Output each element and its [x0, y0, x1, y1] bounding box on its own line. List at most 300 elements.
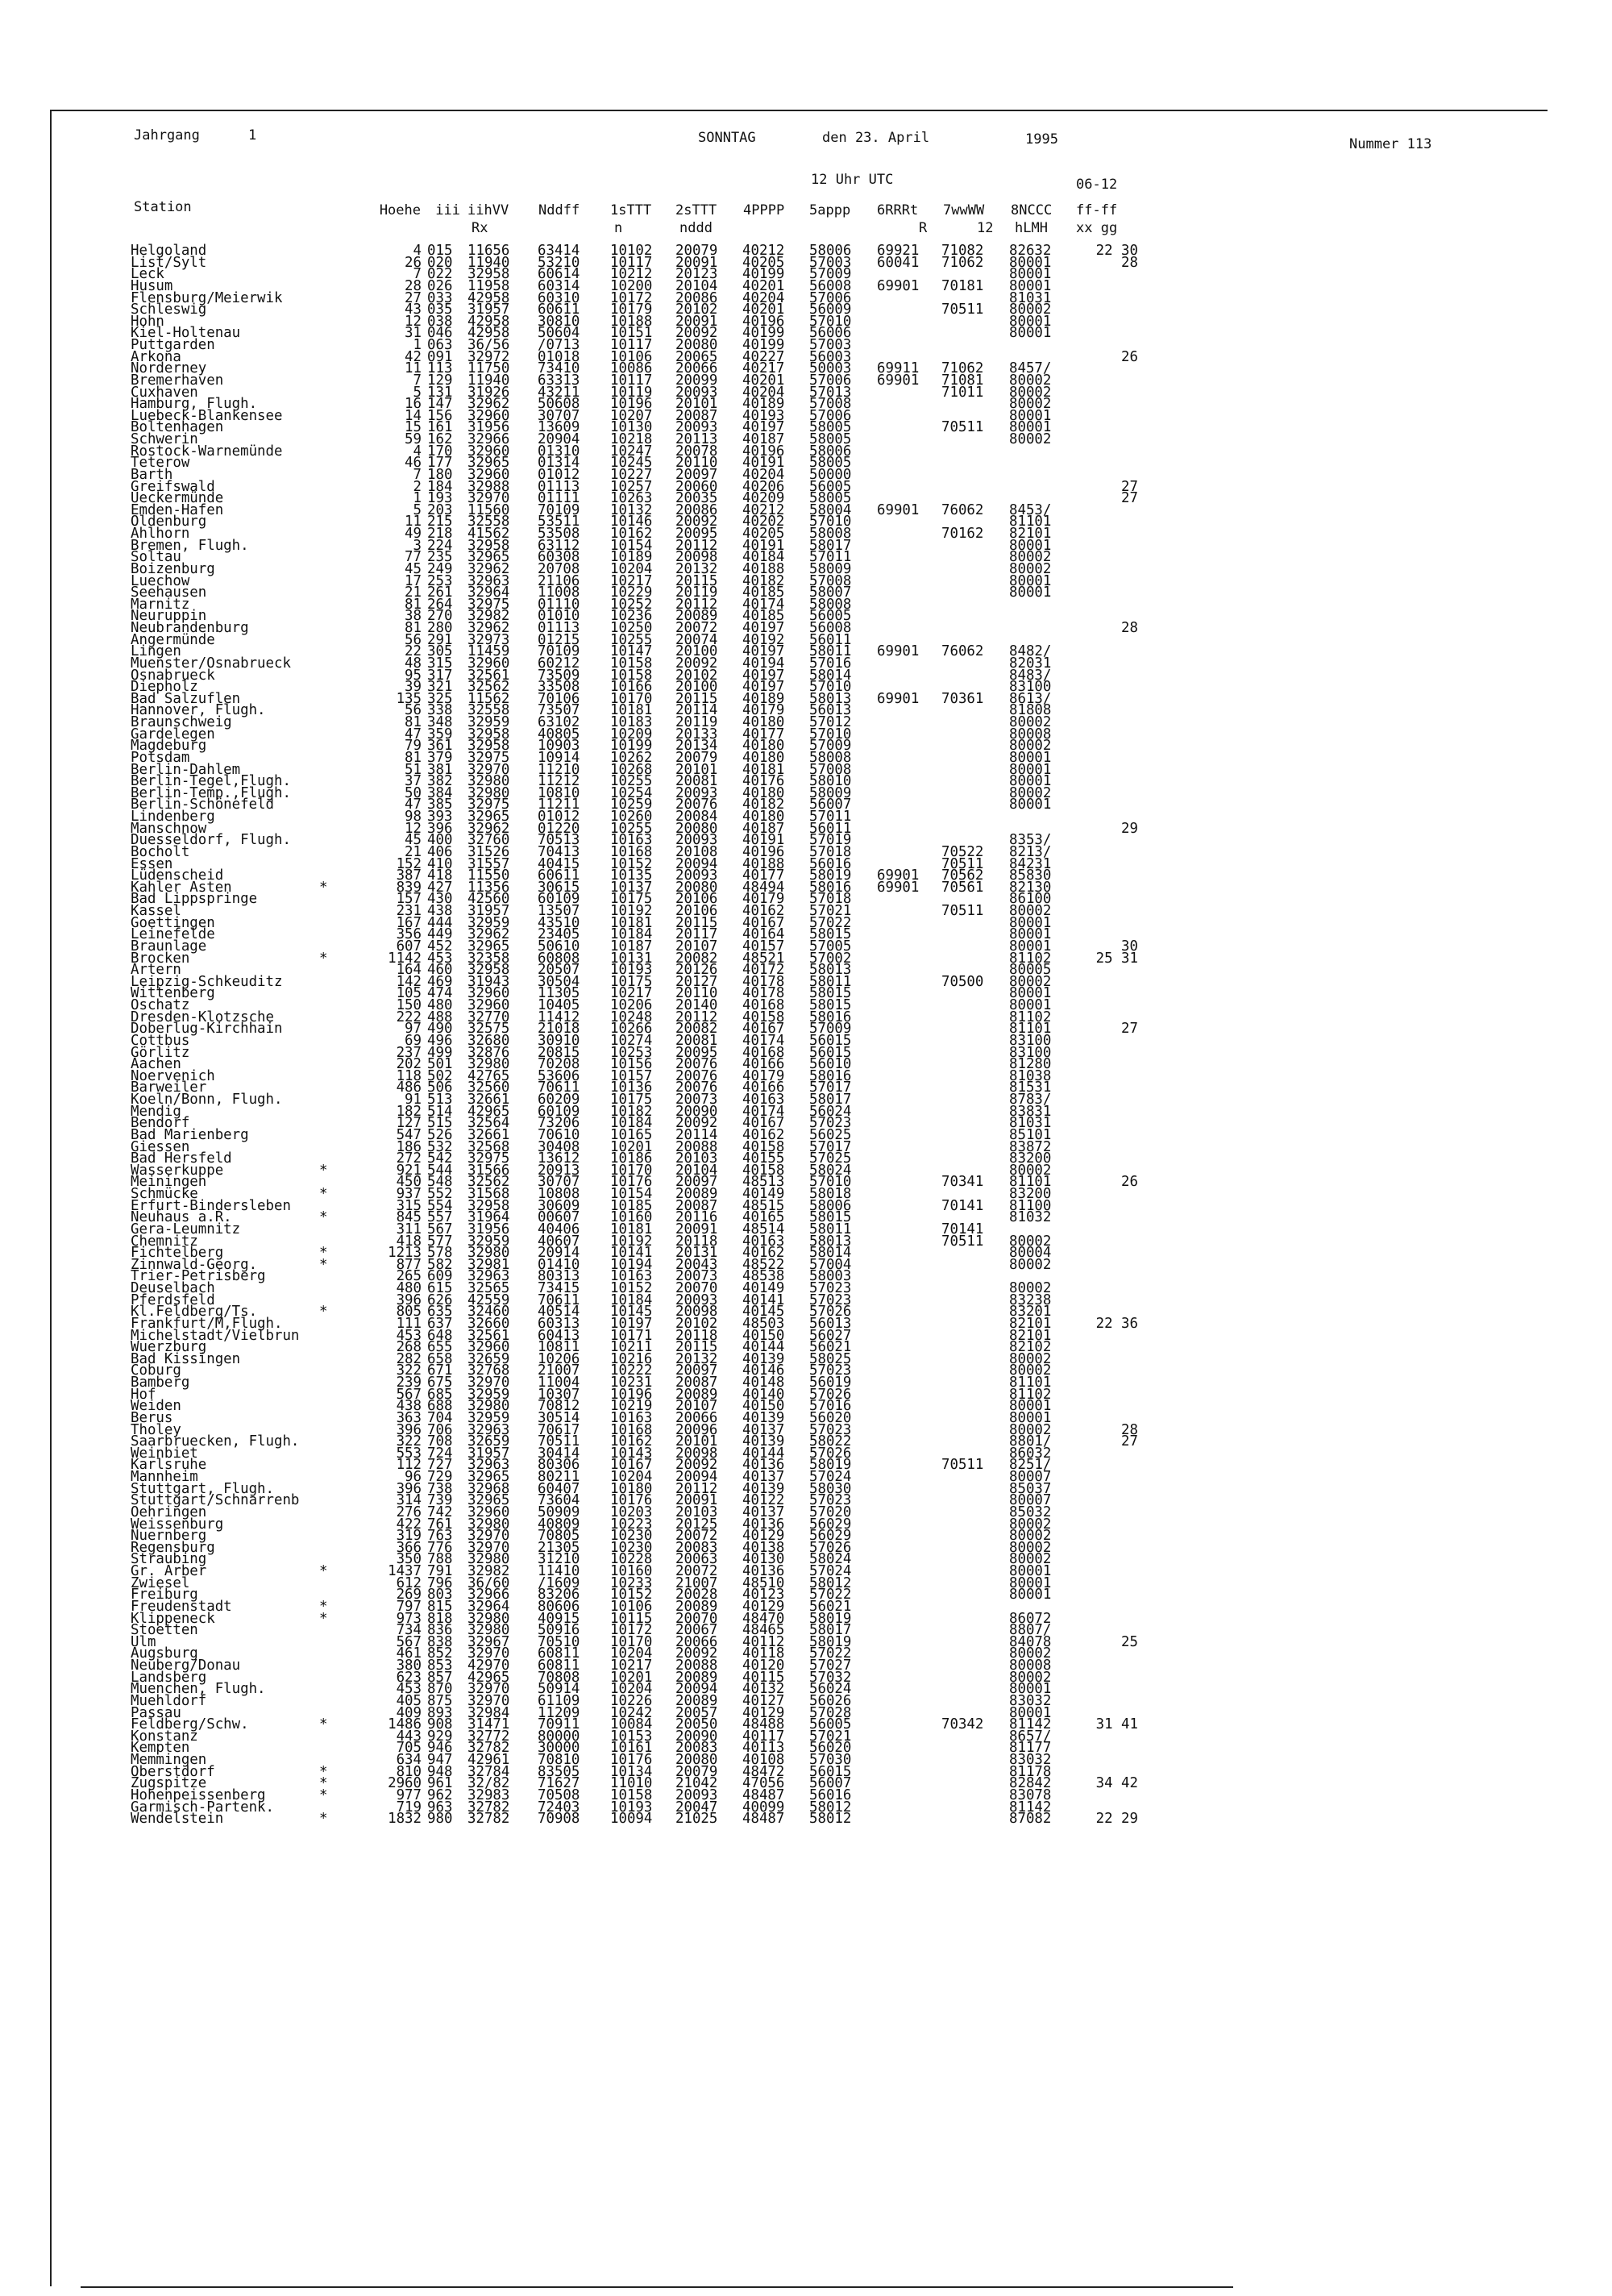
- ff-value: [1074, 1271, 1138, 1283]
- 1sttt-value: 10216: [610, 1350, 653, 1367]
- nddff-value: 73206: [538, 1115, 580, 1132]
- iihvv-value: 32959: [467, 1386, 510, 1403]
- nddff-value: 30609: [538, 1197, 580, 1214]
- iii-value: 396: [427, 820, 453, 837]
- 2sttt-value: 20119: [675, 584, 718, 601]
- 2sttt-value: 20076: [675, 1079, 718, 1096]
- 2sttt-value: 20076: [675, 797, 718, 813]
- 6rrrt-value: [877, 1389, 941, 1401]
- iii-value: 724: [427, 1445, 453, 1462]
- 5appp-value: 58006: [809, 1197, 852, 1214]
- 4pppp-value: 40162: [742, 903, 785, 919]
- iihvv-value: 11560: [467, 501, 510, 518]
- ff-value: 27: [1121, 1433, 1138, 1450]
- 7wwww-value: [941, 1035, 1006, 1047]
- 7wwww-value: [941, 1330, 1006, 1342]
- 5appp-value: 56024: [809, 1681, 852, 1698]
- 4pppp-value: 40127: [742, 1692, 785, 1709]
- 1sttt-value: 10115: [610, 1610, 653, 1627]
- 7wwww-value: [941, 1554, 1006, 1566]
- mountain-mark: [319, 564, 330, 576]
- 4pppp-value: 40136: [742, 1516, 785, 1533]
- 7wwww-value: [941, 1400, 1006, 1412]
- 6rrrt-value: [877, 1106, 941, 1118]
- 8nccc-value: 80002: [1009, 1551, 1052, 1568]
- mountain-mark: [319, 1400, 330, 1412]
- 7wwww-value: [941, 752, 1006, 764]
- 4pppp-value: 40187: [742, 431, 785, 447]
- nddff-value: 70611: [538, 1292, 580, 1308]
- 6rrrt-value: [877, 1165, 941, 1177]
- ff-value: [1074, 422, 1138, 434]
- 1sttt-value: 11010: [610, 1775, 653, 1792]
- 5appp-value: 57023: [809, 1421, 852, 1438]
- 6rrrt-value: [877, 1071, 941, 1083]
- iihvv-value: 32965: [467, 809, 510, 825]
- 7wwww-value: [941, 670, 1006, 682]
- 1sttt-value: 10171: [610, 1327, 653, 1344]
- iihvv-value: 32661: [467, 1126, 510, 1143]
- 7wwww-value: [941, 1047, 1006, 1059]
- 2sttt-value: 20057: [675, 1704, 718, 1721]
- 6rrrt-value: [877, 1023, 941, 1035]
- iii-value: 180: [427, 466, 453, 483]
- 4pppp-value: 40189: [742, 690, 785, 707]
- 1sttt-value: 10212: [610, 266, 653, 283]
- 8nccc-value: 8353/: [1009, 832, 1052, 849]
- 1sttt-value: 10132: [610, 501, 653, 518]
- 4pppp-value: 40185: [742, 608, 785, 625]
- 1sttt-value: 10184: [610, 926, 653, 943]
- mountain-mark: [319, 446, 330, 458]
- iii-value: 893: [427, 1704, 453, 1721]
- 4pppp-value: 40191: [742, 537, 785, 554]
- hoehe-value: 164: [396, 962, 422, 979]
- 4pppp-value: 40179: [742, 891, 785, 908]
- station-name: Muehldorf: [131, 1692, 207, 1709]
- 1sttt-value: 10175: [610, 891, 653, 908]
- 4pppp-value: 40196: [742, 313, 785, 330]
- 7wwww-value: 76062: [941, 643, 984, 660]
- iihvv-value: 32965: [467, 1469, 510, 1485]
- 5appp-value: 58015: [809, 926, 852, 943]
- 4pppp-value: 40141: [742, 1292, 785, 1308]
- iii-value: 552: [427, 1186, 453, 1202]
- iii-value: 359: [427, 726, 453, 742]
- 5appp-value: 58008: [809, 526, 852, 542]
- 7wwww-value: 71081: [941, 372, 984, 389]
- ff-value: 30: [1121, 938, 1138, 955]
- 1sttt-value: 10203: [610, 1504, 653, 1520]
- 5appp-value: 58019: [809, 1610, 852, 1627]
- station-name: Weiden: [131, 1398, 181, 1415]
- ff-value: [1074, 304, 1138, 316]
- 7wwww-value: [941, 1389, 1006, 1401]
- 5appp-value: 58010: [809, 773, 852, 790]
- 1sttt-value: 10266: [610, 1021, 653, 1038]
- 8nccc-value: 81038: [1009, 1067, 1052, 1084]
- 2sttt-value: 20089: [675, 1186, 718, 1202]
- 5appp-value: 56007: [809, 1775, 852, 1792]
- 5appp-value: 58024: [809, 1162, 852, 1179]
- 2sttt-value: 20093: [675, 1786, 718, 1803]
- ff-value: [1074, 457, 1138, 469]
- col-header-iii: iii: [435, 202, 460, 218]
- hoehe-value: 222: [396, 1009, 422, 1025]
- 4pppp-value: 40132: [742, 1681, 785, 1698]
- 5appp-value: 58012: [809, 1799, 852, 1816]
- hoehe-value: 77: [405, 549, 422, 566]
- mountain-mark: [319, 387, 330, 399]
- hoehe-value: 31: [405, 325, 422, 342]
- 6rrrt-value: [877, 729, 941, 741]
- 1sttt-value: 10130: [610, 419, 653, 436]
- iii-value: 857: [427, 1669, 453, 1686]
- 1sttt-value: 10176: [610, 1174, 653, 1191]
- iii-value: 235: [427, 549, 453, 566]
- iii-value: 870: [427, 1681, 453, 1698]
- 5appp-value: 56008: [809, 620, 852, 636]
- ff-value: [1074, 327, 1138, 339]
- station-name: Freudenstadt: [131, 1598, 232, 1615]
- 8nccc-value: 80007: [1009, 1492, 1052, 1509]
- iihvv-value: 42965: [467, 1669, 510, 1686]
- 1sttt-value: 10158: [610, 1786, 653, 1803]
- 5appp-value: 57013: [809, 384, 852, 401]
- nddff-value: 11211: [538, 797, 580, 813]
- 4pppp-value: 40178: [742, 973, 785, 990]
- hoehe-value: 3: [413, 537, 422, 554]
- 5appp-value: 57016: [809, 655, 852, 672]
- 8nccc-value: 80002: [1009, 1362, 1052, 1379]
- 7wwww-value: [941, 1412, 1006, 1425]
- hoehe-value: 486: [396, 1079, 422, 1096]
- nddff-value: 40607: [538, 1233, 580, 1250]
- 8nccc-value: 80001: [1009, 1398, 1052, 1415]
- station-name: Barth: [131, 466, 173, 483]
- 5appp-value: 57017: [809, 1079, 852, 1096]
- station-name: Bad Marienberg: [131, 1126, 249, 1143]
- 6rrrt-value: [877, 1129, 941, 1142]
- nddff-value: 01012: [538, 809, 580, 825]
- 8nccc-value: 80002: [1009, 431, 1052, 447]
- ff-value: [1074, 905, 1138, 917]
- 4pppp-value: 40139: [742, 1409, 785, 1426]
- ff-value: [1074, 1683, 1138, 1695]
- 5appp-value: 56027: [809, 1327, 852, 1344]
- ff-value: [1074, 1613, 1138, 1625]
- iii-value: 218: [427, 526, 453, 542]
- hoehe-value: 56: [405, 702, 422, 719]
- station-name: Lüdenscheid: [131, 867, 224, 884]
- nddff-value: 73604: [538, 1492, 580, 1509]
- 6rrrt-value: [877, 1719, 941, 1731]
- 6rrrt-value: [877, 1813, 941, 1825]
- nddff-value: 50604: [538, 325, 580, 342]
- 6rrrt-value: [877, 564, 941, 576]
- nddff-value: 60109: [538, 1103, 580, 1120]
- 2sttt-value: 20080: [675, 879, 718, 896]
- 4pppp-value: 40150: [742, 1327, 785, 1344]
- 7wwww-value: 70141: [941, 1197, 984, 1214]
- hoehe-value: 612: [396, 1574, 422, 1591]
- hoehe-value: 22: [405, 643, 422, 660]
- hoehe-value: 47: [405, 726, 422, 742]
- ff-value: [1074, 551, 1138, 564]
- column-5appp: [809, 243, 874, 1828]
- hoehe-value: 2960: [388, 1775, 422, 1792]
- 6rrrt-value: [877, 1283, 941, 1295]
- station-name: Osnabrueck: [131, 667, 215, 684]
- mountain-mark: *: [319, 1811, 328, 1828]
- ff-value: [1074, 1000, 1138, 1012]
- 5appp-value: 56006: [809, 325, 852, 342]
- 1sttt-value: 10248: [610, 1009, 653, 1025]
- 2sttt-value: 20066: [675, 1633, 718, 1650]
- 8nccc-value: 80002: [1009, 714, 1052, 730]
- nddff-value: 30514: [538, 1409, 580, 1426]
- 2sttt-value: 20100: [675, 643, 718, 660]
- hoehe-value: 4: [413, 443, 422, 460]
- ff-value: [1074, 1341, 1138, 1354]
- 1sttt-value: 10168: [610, 843, 653, 860]
- 2sttt-value: 20127: [675, 973, 718, 990]
- nddff-value: 50916: [538, 1622, 580, 1639]
- iihvv-value: 32958: [467, 537, 510, 554]
- 7wwww-value: [941, 764, 1006, 776]
- 7wwww-value: [941, 1436, 1006, 1448]
- hoehe-value: 438: [396, 1398, 422, 1415]
- station-name: Feldberg/Schw.: [131, 1716, 249, 1733]
- 5appp-value: 56021: [809, 1598, 852, 1615]
- 4pppp-value: 40205: [742, 254, 785, 271]
- mountain-mark: [319, 1094, 330, 1106]
- 4pppp-value: 40180: [742, 749, 785, 766]
- ff-value: [1074, 1400, 1138, 1412]
- mountain-mark: [319, 1318, 330, 1330]
- 5appp-value: 57032: [809, 1669, 852, 1686]
- 7wwww-value: [941, 564, 1006, 576]
- mountain-mark: [319, 516, 330, 528]
- 6rrrt-value: [877, 1495, 941, 1507]
- iihvv-value: 32966: [467, 1587, 510, 1603]
- hoehe-value: 2: [413, 478, 422, 495]
- 1sttt-value: 10146: [610, 514, 653, 530]
- iihvv-value: 32959: [467, 914, 510, 931]
- 5appp-value: 57019: [809, 832, 852, 849]
- 5appp-value: 57010: [809, 679, 852, 696]
- station-name: Bocholt: [131, 843, 190, 860]
- 7wwww-value: [941, 481, 1006, 493]
- nddff-value: 01012: [538, 466, 580, 483]
- 7wwww-value: [941, 1601, 1006, 1613]
- 2sttt-value: 20091: [675, 313, 718, 330]
- 1sttt-value: 10166: [610, 679, 653, 696]
- 7wwww-value: [941, 729, 1006, 741]
- 6rrrt-value: [877, 1318, 941, 1330]
- nddff-value: 60811: [538, 1658, 580, 1674]
- 2sttt-value: 20092: [675, 325, 718, 342]
- 8nccc-value: 80001: [1009, 419, 1052, 436]
- ff-value: [1074, 1672, 1138, 1684]
- 1sttt-value: 10207: [610, 407, 653, 424]
- nddff-value: 10808: [538, 1186, 580, 1202]
- 2sttt-value: 20115: [675, 914, 718, 931]
- nddff-value: 70510: [538, 1633, 580, 1650]
- 6rrrt-value: [877, 528, 941, 540]
- 6rrrt-value: [877, 398, 941, 410]
- 8nccc-value: 80001: [1009, 985, 1052, 1002]
- 4pppp-value: 40176: [742, 773, 785, 790]
- iihvv-value: 42560: [467, 891, 510, 908]
- 6rrrt-value: [877, 1731, 941, 1743]
- 2sttt-value: 20050: [675, 1716, 718, 1733]
- 2sttt-value: 20102: [675, 667, 718, 684]
- 8nccc-value: 81102: [1009, 950, 1052, 967]
- 7wwww-value: [941, 788, 1006, 800]
- station-name: Aachen: [131, 1056, 181, 1073]
- mountain-mark: [319, 1354, 330, 1366]
- 2sttt-value: 20099: [675, 372, 718, 389]
- station-name: Karlsruhe: [131, 1457, 207, 1474]
- station-name: Weissenburg: [131, 1516, 224, 1533]
- mountain-mark: [319, 1648, 330, 1660]
- iihvv-value: 32967: [467, 1633, 510, 1650]
- hoehe-value: 314: [396, 1492, 422, 1509]
- iihvv-value: 32962: [467, 926, 510, 943]
- 2sttt-value: 20072: [675, 1563, 718, 1579]
- iii-value: 038: [427, 313, 453, 330]
- hoehe-value: 453: [396, 1681, 422, 1698]
- hoehe-value: 112: [396, 1457, 422, 1474]
- station-name: Bad Lippspringe: [131, 891, 258, 908]
- column-nddff: [538, 243, 602, 1828]
- mountain-mark: [319, 576, 330, 588]
- iii-value: 658: [427, 1350, 453, 1367]
- iihvv-value: 32958: [467, 738, 510, 755]
- station-name: Oschatz: [131, 997, 190, 1013]
- 4pppp-value: 40144: [742, 1339, 785, 1356]
- 5appp-value: 56026: [809, 1692, 852, 1709]
- iihvv-value: 32962: [467, 396, 510, 413]
- hoehe-value: 705: [396, 1740, 422, 1757]
- 1sttt-value: 10102: [610, 243, 653, 259]
- hoehe-value: 105: [396, 985, 422, 1002]
- 6rrrt-value: [877, 304, 941, 316]
- ff-value: 22 29: [1095, 1811, 1138, 1828]
- mountain-mark: [319, 976, 330, 988]
- iii-value: 962: [427, 1786, 453, 1803]
- ff-value: [1074, 917, 1138, 930]
- 7wwww-value: [941, 599, 1006, 611]
- 1sttt-value: 10193: [610, 1799, 653, 1816]
- 8nccc-value: 80001: [1009, 584, 1052, 601]
- station-name: Berlin-Schönefeld: [131, 797, 274, 813]
- nddff-value: 73507: [538, 702, 580, 719]
- ff-value: [1074, 1790, 1138, 1802]
- mountain-mark: [319, 1542, 330, 1554]
- 1sttt-value: 10219: [610, 1398, 653, 1415]
- 8nccc-value: 83032: [1009, 1752, 1052, 1768]
- 7wwww-value: [941, 1283, 1006, 1295]
- 1sttt-value: 10274: [610, 1032, 653, 1049]
- 4pppp-value: 40137: [742, 1469, 785, 1485]
- ff-value: [1074, 670, 1138, 682]
- hoehe-value: 48: [405, 655, 422, 672]
- 8nccc-value: 80001: [1009, 761, 1052, 778]
- hoehe-value: 797: [396, 1598, 422, 1615]
- 4pppp-value: 40166: [742, 1056, 785, 1073]
- mountain-mark: [319, 622, 330, 634]
- iihvv-value: 42961: [467, 1752, 510, 1768]
- 8nccc-value: 83872: [1009, 1138, 1052, 1155]
- mountain-mark: [319, 1519, 330, 1531]
- 8nccc-value: 85037: [1009, 1480, 1052, 1497]
- ff-value: [1074, 729, 1138, 741]
- 7wwww-value: [941, 327, 1006, 339]
- nddff-value: 40514: [538, 1304, 580, 1321]
- mountain-mark: [319, 788, 330, 800]
- 6rrrt-value: [877, 1566, 941, 1578]
- iii-value: 501: [427, 1056, 453, 1073]
- nddff-value: 72403: [538, 1799, 580, 1816]
- ff-value: [1074, 599, 1138, 611]
- ff-value: [1074, 1117, 1138, 1129]
- 5appp-value: 57027: [809, 1658, 852, 1674]
- 8nccc-value: 80001: [1009, 537, 1052, 554]
- ff-value: 29: [1121, 820, 1138, 837]
- nddff-value: 80000: [538, 1728, 580, 1745]
- 1sttt-value: 10163: [610, 1268, 653, 1285]
- 5appp-value: 57023: [809, 1115, 852, 1132]
- 5appp-value: 58025: [809, 1350, 852, 1367]
- mountain-mark: *: [319, 950, 328, 967]
- mountain-mark: [319, 457, 330, 469]
- ff-value: 26: [1121, 1174, 1138, 1191]
- 5appp-value: 57028: [809, 1704, 852, 1721]
- 6rrrt-value: [877, 422, 941, 434]
- iihvv-value: 32772: [467, 1728, 510, 1745]
- 8nccc-value: 80002: [1009, 1350, 1052, 1367]
- iii-value: 648: [427, 1327, 453, 1344]
- 7wwww-value: [941, 799, 1006, 811]
- 6rrrt-value: [877, 1012, 941, 1024]
- 4pppp-value: 40212: [742, 501, 785, 518]
- iii-value: 704: [427, 1409, 453, 1426]
- 7wwww-value: 70162: [941, 526, 984, 542]
- hoehe-value: 81: [405, 620, 422, 636]
- hoehe-value: 97: [405, 1021, 422, 1038]
- mountain-mark: [319, 1683, 330, 1695]
- station-name: Freiburg: [131, 1587, 198, 1603]
- ff-value: [1074, 1389, 1138, 1401]
- mountain-mark: [319, 1000, 330, 1012]
- iihvv-value: 32965: [467, 455, 510, 472]
- ff-value: [1074, 764, 1138, 776]
- 7wwww-value: [941, 551, 1006, 564]
- hoehe-value: 1437: [388, 1563, 422, 1579]
- hoehe-value: 59: [405, 431, 422, 447]
- 8nccc-value: 81177: [1009, 1740, 1052, 1757]
- iihvv-value: 32982: [467, 608, 510, 625]
- 4pppp-value: 40122: [742, 1492, 785, 1509]
- iii-value: 582: [427, 1256, 453, 1273]
- hoehe-value: 28: [405, 277, 422, 294]
- 5appp-value: 57010: [809, 726, 852, 742]
- 4pppp-value: 40164: [742, 926, 785, 943]
- iii-value: 361: [427, 738, 453, 755]
- ff-value: [1074, 788, 1138, 800]
